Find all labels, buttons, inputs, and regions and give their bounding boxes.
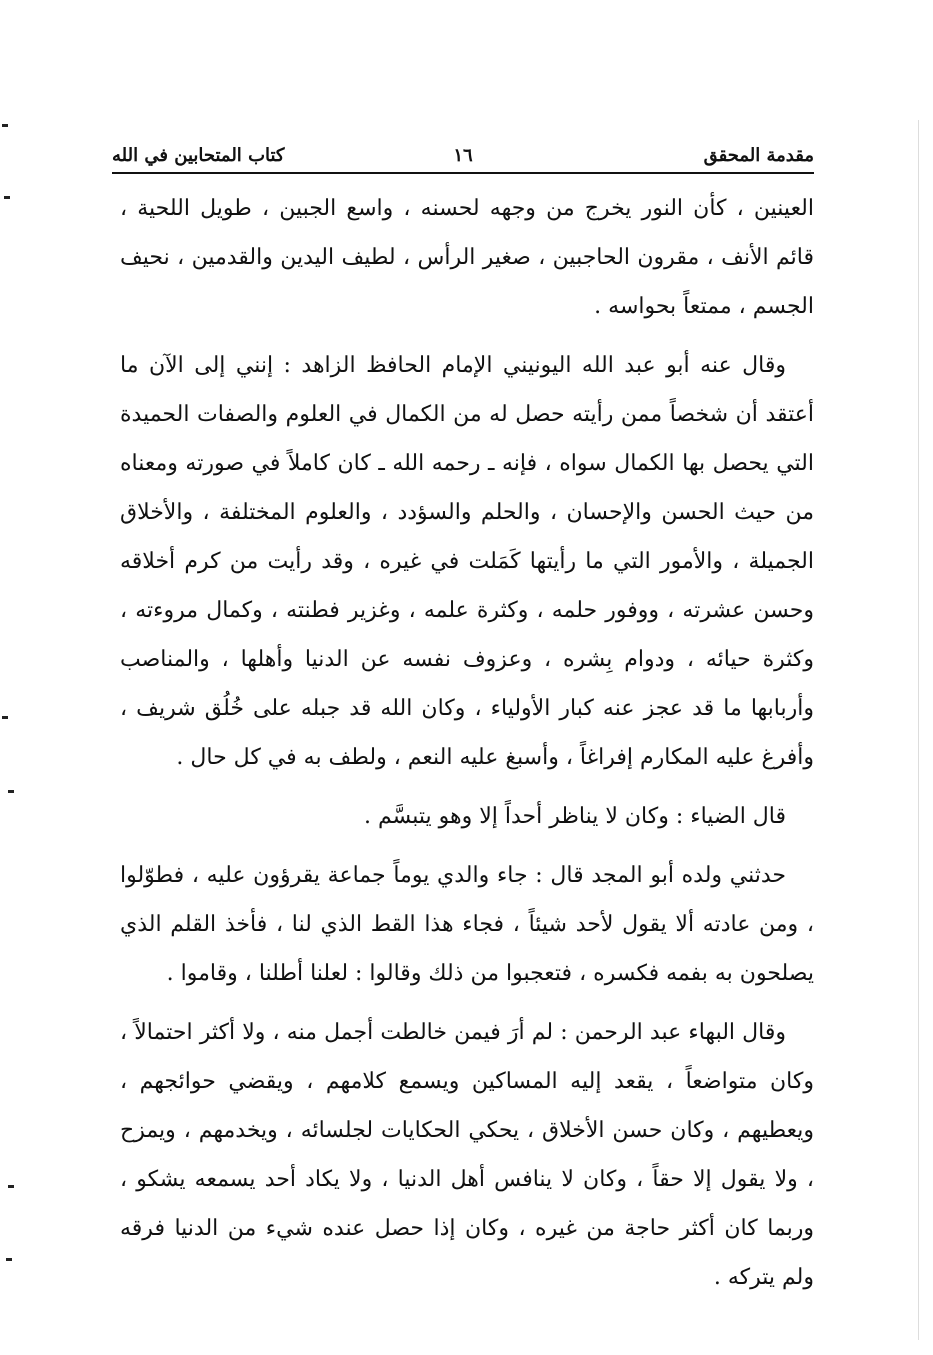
paragraph-4: حدثني ولده أبو المجد قال : جاء والدي يوماً جماعة يقرؤون عليه ، فطوّلوا ، ومن عادته ألا يقول لأحد شيئاً ، فجاء هذا القط الذي لنا ، فأخذ القلم الذي يصلحون به بفمه فكسره ، فتعجبوا من ذلك وقالوا : لعلنا أطلنا ، وقاموا . bbox=[120, 863, 814, 986]
header-book-title: كتاب المتحابين في الله bbox=[112, 145, 285, 166]
scan-mark bbox=[6, 1258, 12, 1261]
page-edge-line bbox=[918, 120, 919, 1340]
paragraph-1: العينين ، كأن النور يخرج من وجهه لحسنه ، واسع الجبين ، طويل اللحية ، قائم الأنف ، مقرون الحاجبين ، صغير الرأس ، لطيف اليدين والقدمين ، نحيف الجسم ، ممتعاً بحواسه . bbox=[120, 196, 814, 319]
scan-mark bbox=[4, 196, 10, 199]
running-header bbox=[112, 140, 814, 172]
scan-mark bbox=[2, 124, 8, 127]
body-text bbox=[120, 184, 814, 1312]
scan-mark bbox=[2, 716, 8, 719]
header-rule bbox=[112, 172, 814, 174]
page-number: ١٦ bbox=[453, 145, 473, 166]
paragraph-5: وقال البهاء عبد الرحمن : لم أرَ فيمن خالطت أجمل منه ، ولا أكثر احتمالاً ، وكان متواضعاً ، يقعد إليه المساكين ويسمع كلامهم ، ويقضي حوائجهم ، ويعطيهم ، وكان حسن الأخلاق ، يحكي الحكايات لجلسائه ، ويخدمهم ، ويمزح ، ولا يقول إلا حقاً ، وكان لا ينافس أهل الدنيا ، ولا يكاد أحد يسمعه يشكو ، وربما كان أكثر حاجة من غيره ، وكان إذا حصل عنده شيء من الدنيا فرقه ولم يتركه . bbox=[120, 1020, 814, 1290]
paragraph-2: وقال عنه أبو عبد الله اليونيني الإمام الحافظ الزاهد : إنني إلى الآن ما أعتقد أن شخصاً ممن رأيته حصل له من الكمال في العلوم والصفات الحميدة التي يحصل بها الكمال سواه ، فإنه ـ رحمه الله ـ كان كاملاً في صورته ومعناه من حيث الحسن والإحسان ، والحلم والسؤدد ، والعلوم المختلفة ، والأخلاق الجميلة ، والأمور التي ما رأيتها كَمَلت في غيره ، وقد رأيت من كرم أخلاقه وحسن عشرته ، ووفور حلمه ، وكثرة علمه ، وغزير فطنته ، وكمال مروءته ، وكثرة حيائه ، ودوام بِشره ، وعزوف نفسه عن الدنيا وأهلها ، والمناصب وأربابها ما قد عجز عنه كبار الأولياء ، وكان الله قد جبله على خُلُق شريف ، وأفرغ عليه المكارم إفراغاً ، وأسبغ عليه النعم ، ولطف به في كل حال . bbox=[120, 353, 814, 770]
scan-mark bbox=[8, 790, 14, 793]
header-section-title: مقدمة المحقق bbox=[703, 145, 814, 166]
paragraph-3: قال الضياء : وكان لا يناظر أحداً إلا وهو يتبسَّم . bbox=[363, 804, 786, 829]
scan-mark bbox=[8, 1185, 14, 1188]
